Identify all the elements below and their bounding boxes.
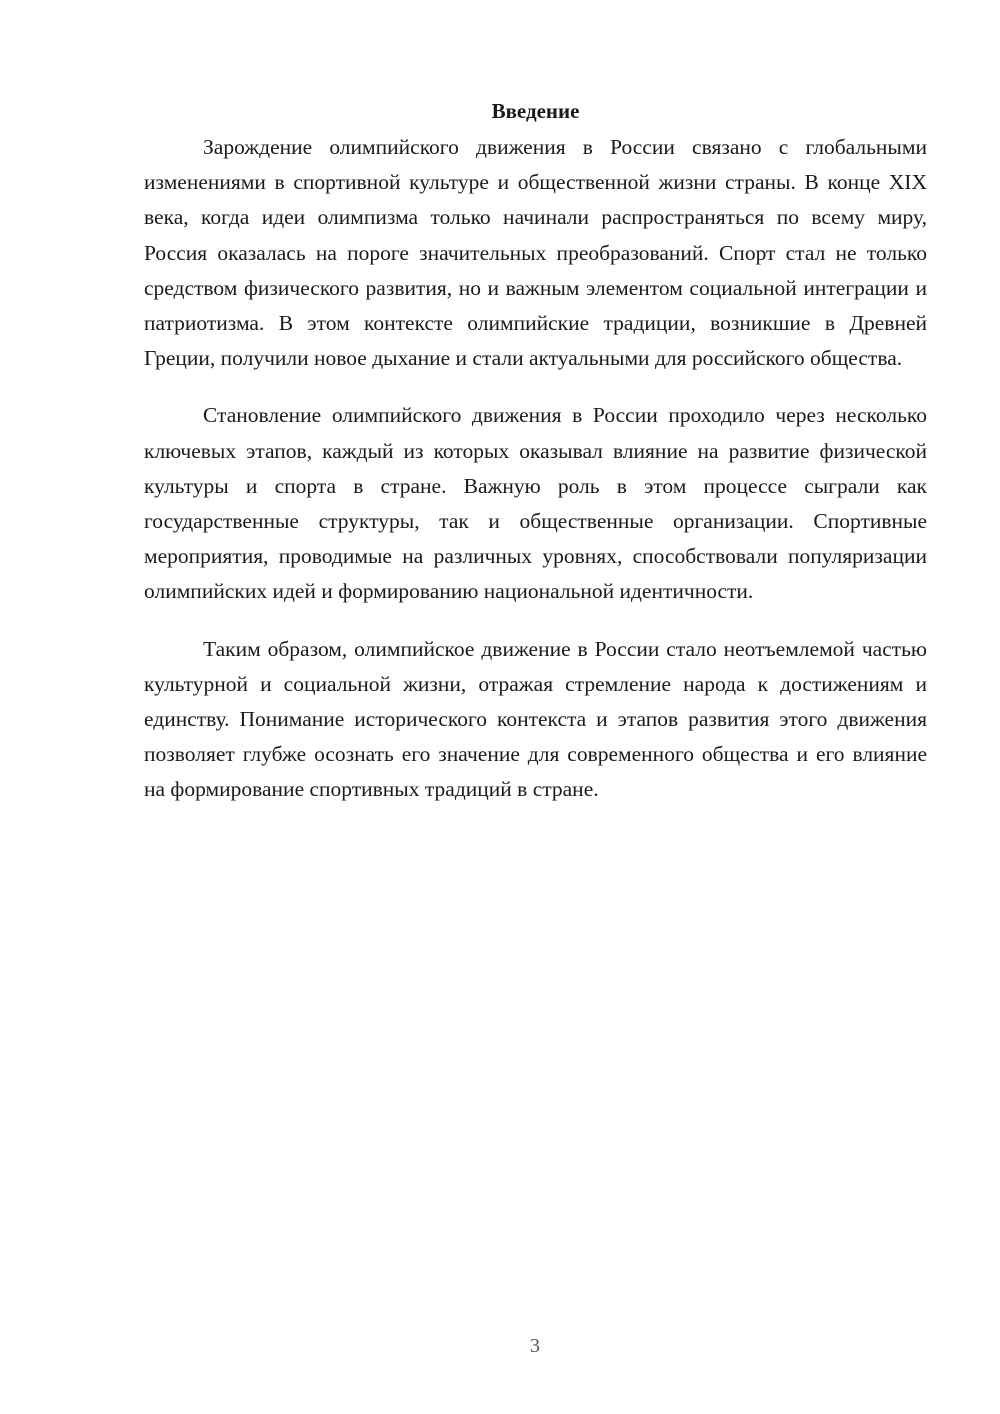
page-number: 3	[530, 1335, 540, 1357]
section-heading: Введение	[491, 99, 580, 123]
paragraph-2: Становление олимпийского движения в России проходило через несколько ключевых этапов, каждый из которых оказывал влияние на развитие физической культуры и спорта в стране. Важную роль в этом процессе сыграли как государственные структуры, так и общественные организации. Спортивные мероприятия, проводимые на различных уровнях, способствовали популяризации олимпийских идей и формированию национальной идентичности.	[144, 403, 927, 604]
page-content	[144, 96, 927, 830]
paragraph-1: Зарождение олимпийского движения в России связано с глобальными изменениями в спортивной культуре и общественной жизни страны. В конце XIX века, когда идеи олимпизма только начинали распространяться по всему миру, Россия оказалась на пороге значительных преобразований. Спорт стал не только средством физического развития, но и важным элементом социальной интеграции и патриотизма. В этом контексте олимпийские традиции, возникшие в Древней Греции, получили новое дыхание и стали актуальными для российского общества.	[144, 135, 927, 371]
paragraph-3: Таким образом, олимпийское движение в России стало неотъемлемой частью культурной и социальной жизни, отражая стремление народа к достижениям и единству. Понимание исторического контекста и этапов развития этого движения позволяет глубже осознать его значение для современного общества и его влияние на формирование спортивных традиций в стране.	[144, 636, 927, 802]
